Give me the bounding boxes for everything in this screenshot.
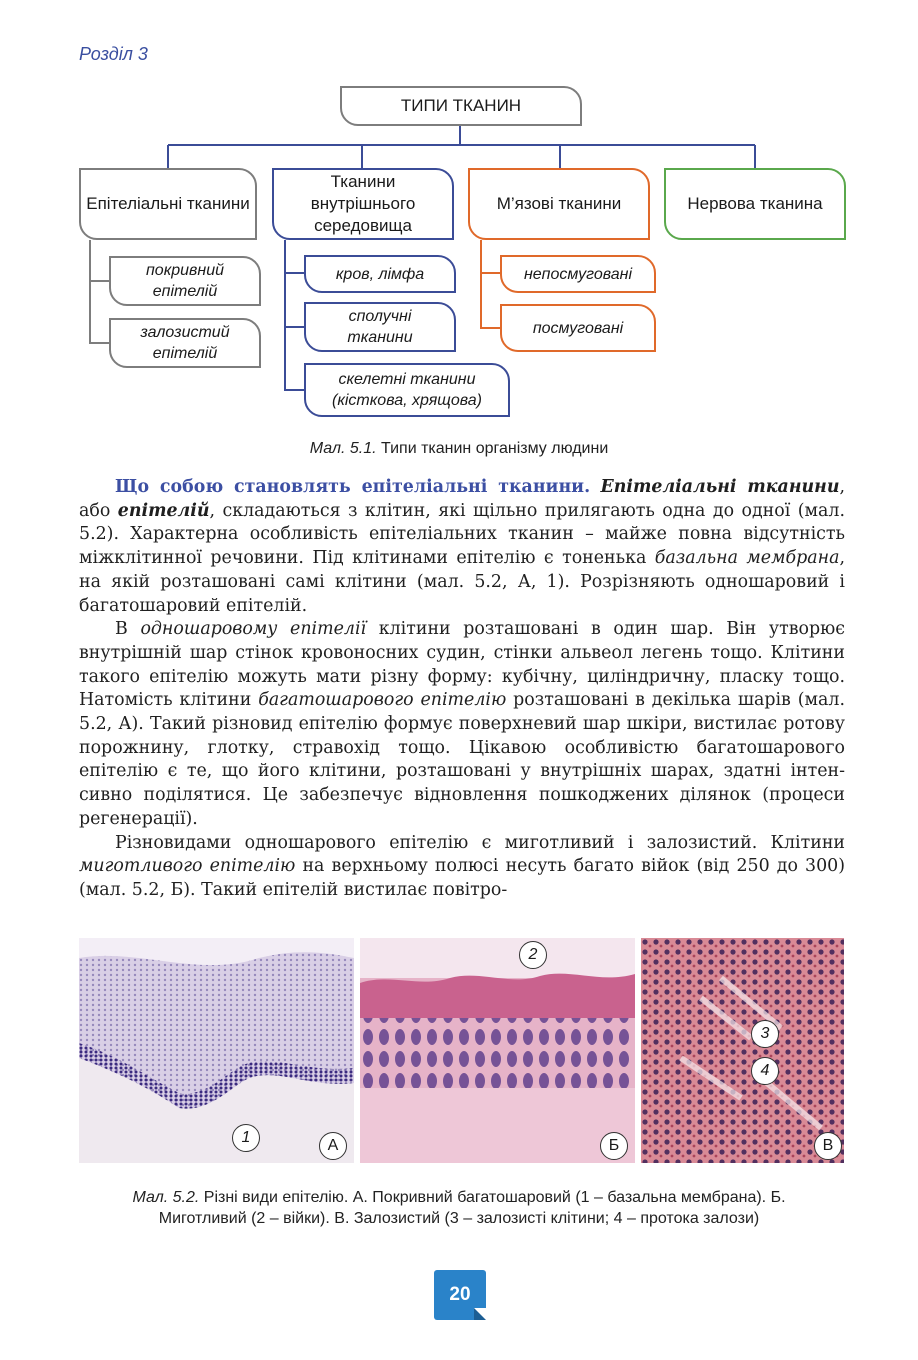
term-epithelium: епітелій [117,500,210,521]
category-epithelial: Епітеліальні тканини [79,168,257,240]
paragraph-1 [79,476,845,618]
micrograph-b [360,938,635,1163]
marker-1: 1 [232,1124,260,1152]
term-epithelial-tissues: Епітеліальні тканини [600,477,840,497]
caption-number: Мал. 5.2. [132,1189,200,1206]
panel-label-a: А [319,1132,347,1160]
micrograph-a-image [79,938,354,1163]
micrograph-c-image [641,938,844,1163]
term-ciliated: миготливого епітелію [79,856,296,877]
micrograph-c [641,938,844,1163]
figure-caption-5-2 [110,1187,808,1229]
marker-3: 3 [751,1020,779,1048]
section-heading: Що собою становлять епітеліальні тканини. [115,477,591,497]
category-muscle: М’язові тканини [468,168,650,240]
marker-2: 2 [519,941,547,969]
text-run: Різновидами одношарового епітелію є миготливий і залозистий. Клітини [115,832,845,853]
micrograph-b-image [360,938,635,1163]
term-single-layer: одношаровому епітелії [140,619,367,640]
sub-striated-muscle: посмуговані [500,304,656,352]
text-run: розташовані в декілька шарів (мал. 5.2, А). Такий різновид епітелію формує поверхневий шар шкіри, вистилає ротову порожнину, глотку, стравохід тощо. Цікавою особливістю багатошарового епітелію є те, що його клітини, розташовані у внутрішніх шарах, здатні інтенсивно поділятися. Це забезпечує відновлення пошкоджених ділянок (процеси регенерації). [79,690,845,829]
category-nervous: Нервова тканина [664,168,846,240]
text-run: В [115,619,141,640]
text-run: клітини розташовані в один шар. Він утворює внутрішній шар стінок кровоносних судин, стінки альвеол легень тощо. Клітини такого епітелію можуть мати різну форму: кубічну, циліндричну, пласку тощо. Натомість клітини [79,619,845,711]
caption-number: Мал. 5.1. [309,440,377,457]
page-number [434,1270,486,1320]
diagram-root: ТИПИ ТКАНИН [340,86,582,126]
term-basal-membrane: базальна мембрана [654,548,840,569]
sub-smooth-muscle: непосмуговані [500,255,656,293]
micrograph-a [79,938,354,1163]
panel-label-b: Б [600,1132,628,1160]
text-run: на верхньому полюсі несуть багато війок (від 250 до 300) (мал. 5.2, Б). Такий епітелій вистилає повітро- [79,856,845,900]
sub-covering-epithelium: покривний епітелій [109,256,261,306]
caption-text: Різні види епітелію. А. Покривний багатошаровий (1 – базальна мембрана). Б. Миготливий (2 – війки). В. Залозистий (3 – залозисті клітини; 4 – протока залози) [158,1189,786,1227]
page-corner-fold [474,1308,486,1320]
page-number-text: 20 [449,1284,471,1305]
sub-connective: сполучні тканини [304,302,456,352]
figure-caption-5-1 [0,438,918,459]
sub-blood-lymph: кров, лімфа [304,255,456,293]
caption-text: Типи тканин організму людини [381,440,609,457]
panel-label-c: В [814,1132,842,1160]
text-run: , складаються з клітин, які щільно прилягають одна до одної (мал. 5.2). Характерна особливість епітеліальних тканин – майже повна відсутність міжклітинної речовини. Під клітинами епітелію є тоненька [79,500,845,569]
sub-skeletal: скелетні тканини (кісткова, хрящова) [304,363,510,417]
category-internal-environment: Тканини внутрішнього середовища [272,168,454,240]
term-multilayer: багатошарового епітелію [258,690,507,711]
sub-glandular-epithelium: залозистий епітелій [109,318,261,368]
paragraph-2 [79,618,845,831]
paragraph-3 [79,832,845,903]
body-text [79,476,845,903]
section-label: Розділ 3 [79,44,148,64]
marker-4: 4 [751,1057,779,1085]
text-run: , або [79,477,845,521]
text-run: , на якій розташовані самі клітини (мал. 5.2, А, 1). Розрізняють одношаровий і багатошаровий епітелій. [79,548,845,616]
